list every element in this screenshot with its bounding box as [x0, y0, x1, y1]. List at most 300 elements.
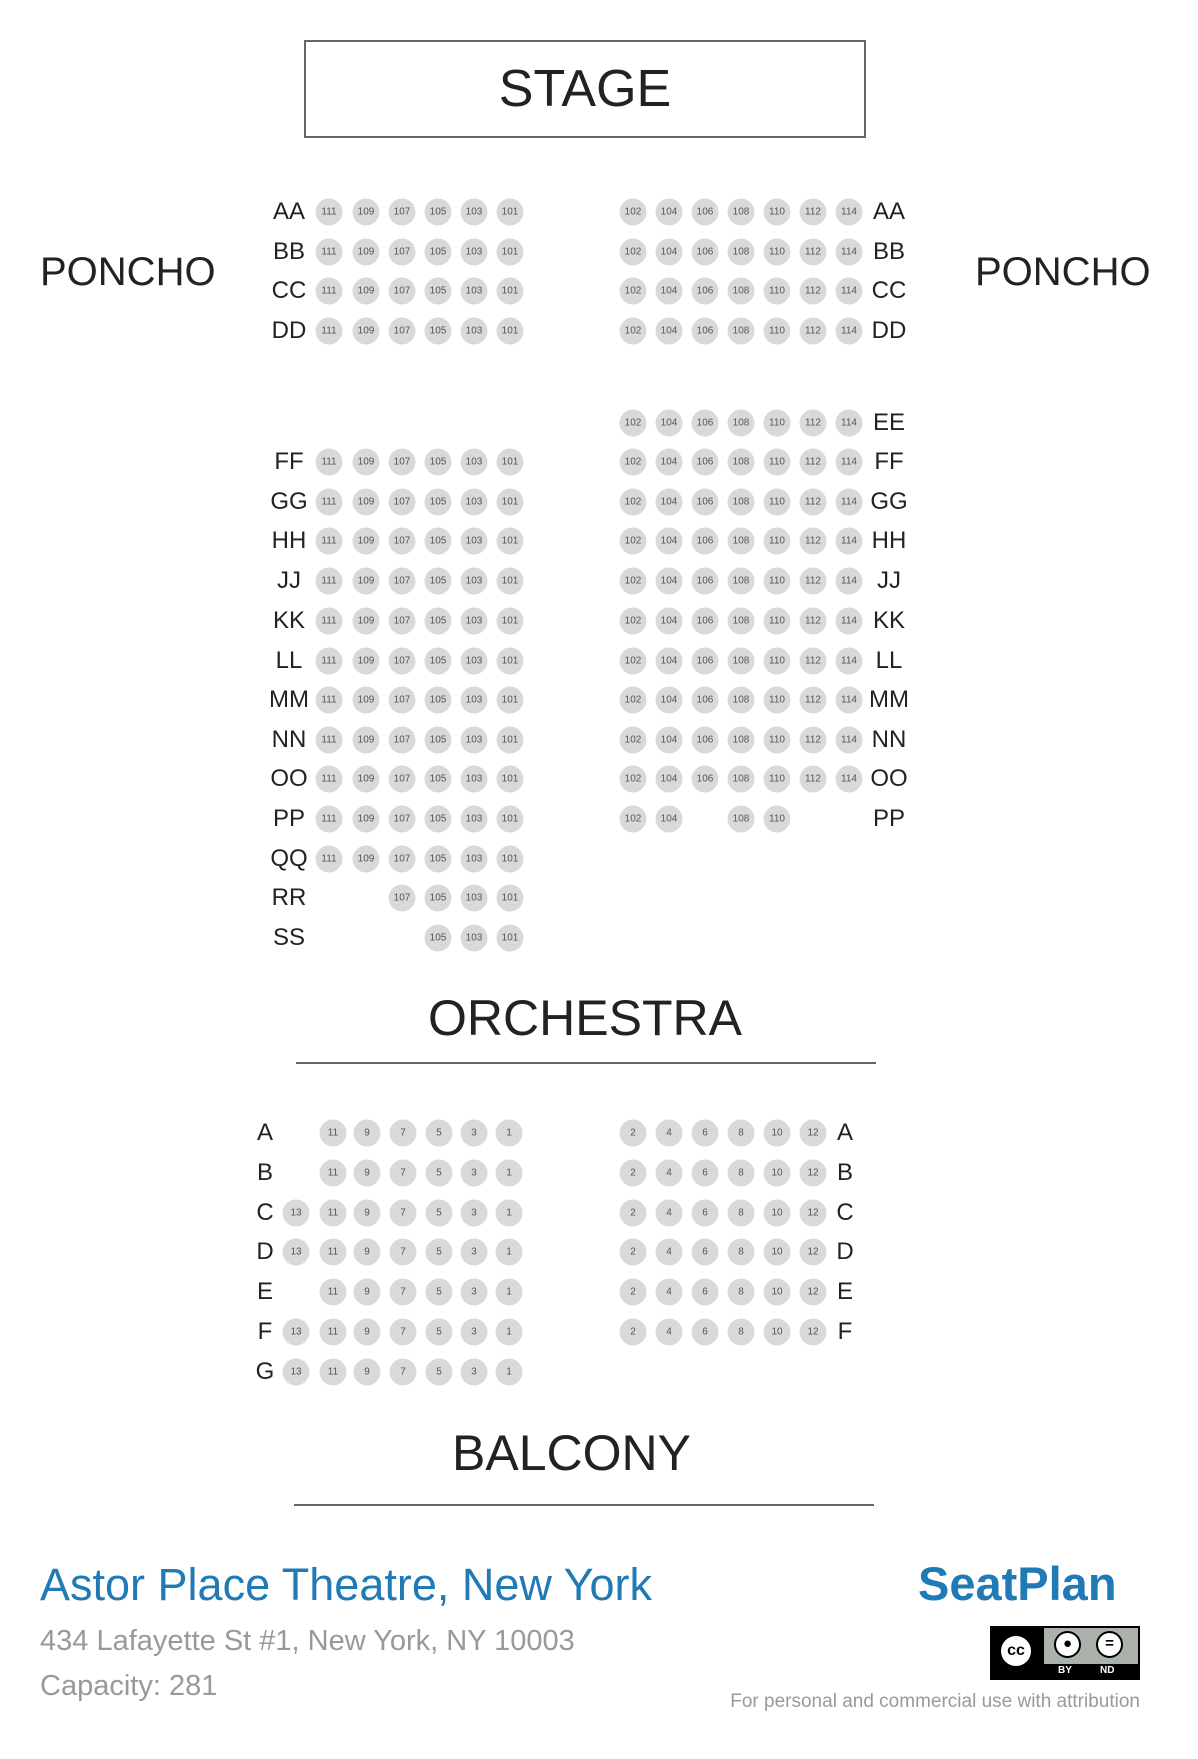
seat[interactable]: 112	[800, 687, 827, 714]
seat[interactable]: 105	[425, 608, 452, 635]
seat[interactable]: 1	[496, 1120, 523, 1147]
seat[interactable]: 12	[800, 1239, 827, 1266]
seat[interactable]: 108	[728, 318, 755, 345]
seat[interactable]: 111	[316, 568, 343, 595]
seat[interactable]: 106	[692, 608, 719, 635]
seat[interactable]: 105	[425, 885, 452, 912]
seat[interactable]: 4	[656, 1200, 683, 1227]
row-label-left: G	[255, 1358, 275, 1385]
seat[interactable]: 101	[497, 489, 524, 516]
seat[interactable]: 104	[656, 528, 683, 555]
seat[interactable]: 101	[497, 608, 524, 635]
seat[interactable]: 112	[800, 489, 827, 516]
seat[interactable]: 114	[836, 568, 863, 595]
seat[interactable]: 110	[764, 528, 791, 555]
seat[interactable]: 108	[728, 449, 755, 476]
seat[interactable]: 102	[620, 568, 647, 595]
seat[interactable]: 106	[692, 766, 719, 793]
seat[interactable]: 108	[728, 410, 755, 437]
seat[interactable]: 101	[497, 278, 524, 305]
seat[interactable]: 8	[728, 1279, 755, 1306]
seat[interactable]: 108	[728, 766, 755, 793]
seat[interactable]: 103	[461, 925, 488, 952]
seat[interactable]: 114	[836, 278, 863, 305]
seat[interactable]: 114	[836, 318, 863, 345]
seat[interactable]: 103	[461, 199, 488, 226]
seat[interactable]: 105	[425, 687, 452, 714]
seat[interactable]: 114	[836, 608, 863, 635]
venue-name: Astor Place Theatre, New York	[40, 1559, 652, 1610]
seat[interactable]: 103	[461, 846, 488, 873]
seat[interactable]: 114	[836, 239, 863, 266]
seat[interactable]: 10	[764, 1160, 791, 1187]
seat[interactable]: 102	[620, 318, 647, 345]
seat[interactable]: 3	[461, 1239, 488, 1266]
seat[interactable]: 3	[461, 1279, 488, 1306]
seat[interactable]: 114	[836, 449, 863, 476]
seat[interactable]: 102	[620, 410, 647, 437]
seat[interactable]: 111	[316, 318, 343, 345]
seat[interactable]: 110	[764, 608, 791, 635]
seat[interactable]: 7	[390, 1359, 417, 1386]
seat[interactable]: 109	[353, 528, 380, 555]
seat[interactable]: 102	[620, 199, 647, 226]
seat[interactable]: 111	[316, 528, 343, 555]
seat[interactable]: 109	[353, 318, 380, 345]
seat[interactable]: 105	[425, 648, 452, 675]
seat[interactable]: 105	[425, 846, 452, 873]
seat[interactable]: 103	[461, 528, 488, 555]
seat[interactable]: 112	[800, 449, 827, 476]
seat[interactable]: 7	[390, 1160, 417, 1187]
seat[interactable]: 104	[656, 766, 683, 793]
seat[interactable]: 6	[692, 1279, 719, 1306]
seat[interactable]: 107	[389, 766, 416, 793]
seat[interactable]: 109	[353, 806, 380, 833]
seat[interactable]: 102	[620, 489, 647, 516]
seat[interactable]: 105	[425, 318, 452, 345]
seat[interactable]: 1	[496, 1200, 523, 1227]
seat[interactable]: 106	[692, 648, 719, 675]
seat[interactable]: 3	[461, 1160, 488, 1187]
seat[interactable]: 111	[316, 239, 343, 266]
row-label-right: EE	[872, 409, 905, 436]
seat[interactable]: 111	[316, 449, 343, 476]
seat[interactable]: 105	[425, 278, 452, 305]
seat[interactable]: 104	[656, 489, 683, 516]
seat[interactable]: 101	[497, 885, 524, 912]
seat[interactable]: 6	[692, 1319, 719, 1346]
equals-icon: =	[1096, 1631, 1123, 1658]
seat[interactable]: 109	[353, 846, 380, 873]
seat[interactable]: 105	[425, 199, 452, 226]
seat[interactable]: 10	[764, 1319, 791, 1346]
seat[interactable]: 107	[389, 608, 416, 635]
seat[interactable]: 107	[389, 687, 416, 714]
seat[interactable]: 13	[283, 1319, 310, 1346]
seat[interactable]: 107	[389, 648, 416, 675]
seat[interactable]: 4	[656, 1120, 683, 1147]
row-label-left: SS	[272, 924, 305, 951]
seat[interactable]: 106	[692, 449, 719, 476]
seat[interactable]: 9	[354, 1279, 381, 1306]
seat[interactable]: 112	[800, 318, 827, 345]
seat[interactable]: 107	[389, 846, 416, 873]
seat[interactable]: 6	[692, 1200, 719, 1227]
seat[interactable]: 11	[320, 1200, 347, 1227]
row-label-right: DD	[871, 317, 907, 344]
seat[interactable]: 8	[728, 1239, 755, 1266]
row-label-left: DD	[271, 317, 307, 344]
seat[interactable]: 103	[461, 727, 488, 754]
person-icon: ●	[1054, 1631, 1081, 1658]
seat[interactable]: 102	[620, 528, 647, 555]
seat[interactable]: 103	[461, 766, 488, 793]
seat[interactable]: 110	[764, 318, 791, 345]
seat[interactable]: 13	[283, 1200, 310, 1227]
seat[interactable]: 7	[390, 1239, 417, 1266]
seat[interactable]: 101	[497, 727, 524, 754]
seat[interactable]: 102	[620, 687, 647, 714]
seat[interactable]: 110	[764, 410, 791, 437]
seat[interactable]: 1	[496, 1279, 523, 1306]
seat[interactable]: 101	[497, 925, 524, 952]
row-label-left: QQ	[270, 845, 308, 872]
seat[interactable]: 6	[692, 1160, 719, 1187]
seat[interactable]: 107	[389, 239, 416, 266]
seat[interactable]: 102	[620, 648, 647, 675]
seat[interactable]: 108	[728, 608, 755, 635]
seat[interactable]: 106	[692, 489, 719, 516]
seat[interactable]: 101	[497, 568, 524, 595]
seat[interactable]: 109	[353, 568, 380, 595]
seat[interactable]: 11	[320, 1319, 347, 1346]
seat[interactable]: 105	[425, 727, 452, 754]
seat[interactable]: 104	[656, 318, 683, 345]
seat[interactable]: 101	[497, 528, 524, 555]
seat[interactable]: 4	[656, 1319, 683, 1346]
seat[interactable]: 107	[389, 489, 416, 516]
seat[interactable]: 105	[425, 568, 452, 595]
seat[interactable]: 9	[354, 1359, 381, 1386]
seat[interactable]: 103	[461, 687, 488, 714]
seat[interactable]: 104	[656, 687, 683, 714]
seat[interactable]: 1	[496, 1239, 523, 1266]
row-label-right: F	[837, 1318, 853, 1345]
license-nd-label: ND	[1100, 1665, 1115, 1676]
seat[interactable]: 104	[656, 648, 683, 675]
seat[interactable]: 111	[316, 199, 343, 226]
seat[interactable]: 111	[316, 608, 343, 635]
seat[interactable]: 101	[497, 318, 524, 345]
stage-label: STAGE	[498, 60, 672, 118]
seat[interactable]: 103	[461, 806, 488, 833]
seat[interactable]: 108	[728, 648, 755, 675]
seat[interactable]: 3	[461, 1319, 488, 1346]
seat[interactable]: 2	[620, 1120, 647, 1147]
seat[interactable]: 108	[728, 568, 755, 595]
seat[interactable]: 107	[389, 449, 416, 476]
seat[interactable]: 101	[497, 239, 524, 266]
seat[interactable]: 11	[320, 1359, 347, 1386]
seat[interactable]: 111	[316, 648, 343, 675]
seat[interactable]: 101	[497, 806, 524, 833]
seat[interactable]: 103	[461, 239, 488, 266]
seat[interactable]: 114	[836, 410, 863, 437]
seat[interactable]: 12	[800, 1120, 827, 1147]
seat[interactable]: 103	[461, 449, 488, 476]
seat[interactable]: 102	[620, 239, 647, 266]
seat[interactable]: 6	[692, 1120, 719, 1147]
seat[interactable]: 8	[728, 1319, 755, 1346]
seat[interactable]: 108	[728, 727, 755, 754]
seat[interactable]: 108	[728, 199, 755, 226]
seat[interactable]: 110	[764, 239, 791, 266]
seat[interactable]: 12	[800, 1160, 827, 1187]
seat[interactable]: 3	[461, 1120, 488, 1147]
seat[interactable]: 105	[425, 528, 452, 555]
seat[interactable]: 107	[389, 727, 416, 754]
seat[interactable]: 101	[497, 687, 524, 714]
seat[interactable]: 109	[353, 489, 380, 516]
seat[interactable]: 7	[390, 1120, 417, 1147]
seat[interactable]: 108	[728, 528, 755, 555]
seat[interactable]: 106	[692, 687, 719, 714]
seat[interactable]: 107	[389, 568, 416, 595]
seat[interactable]: 106	[692, 727, 719, 754]
row-label-right: MM	[869, 686, 909, 713]
seat[interactable]: 5	[426, 1319, 453, 1346]
seat[interactable]: 107	[389, 885, 416, 912]
seat[interactable]: 105	[425, 766, 452, 793]
seat[interactable]: 104	[656, 727, 683, 754]
seat[interactable]: 12	[800, 1200, 827, 1227]
seat[interactable]: 109	[353, 687, 380, 714]
seat[interactable]: 103	[461, 885, 488, 912]
seat[interactable]: 111	[316, 806, 343, 833]
row-label-right: JJ	[877, 567, 901, 594]
seat[interactable]: 104	[656, 806, 683, 833]
seat[interactable]: 9	[354, 1160, 381, 1187]
seat[interactable]: 4	[656, 1160, 683, 1187]
seat[interactable]: 11	[320, 1279, 347, 1306]
seat[interactable]: 114	[836, 766, 863, 793]
seat[interactable]: 9	[354, 1120, 381, 1147]
seat[interactable]: 112	[800, 528, 827, 555]
seat[interactable]: 105	[425, 489, 452, 516]
seat[interactable]: 8	[728, 1160, 755, 1187]
seat[interactable]: 112	[800, 727, 827, 754]
seat[interactable]: 7	[390, 1319, 417, 1346]
seat[interactable]: 9	[354, 1200, 381, 1227]
seat[interactable]: 112	[800, 648, 827, 675]
seat[interactable]: 110	[764, 766, 791, 793]
seat[interactable]: 108	[728, 687, 755, 714]
seat[interactable]: 9	[354, 1239, 381, 1266]
seat[interactable]: 112	[800, 410, 827, 437]
seat[interactable]: 108	[728, 806, 755, 833]
seat[interactable]: 107	[389, 806, 416, 833]
seat[interactable]: 10	[764, 1239, 791, 1266]
seat[interactable]: 102	[620, 278, 647, 305]
seat[interactable]: 111	[316, 727, 343, 754]
seat[interactable]: 102	[620, 727, 647, 754]
seat[interactable]: 114	[836, 489, 863, 516]
seat[interactable]: 2	[620, 1239, 647, 1266]
seat[interactable]: 1	[496, 1160, 523, 1187]
seat[interactable]: 110	[764, 687, 791, 714]
seat[interactable]: 104	[656, 449, 683, 476]
seat[interactable]: 4	[656, 1239, 683, 1266]
seat[interactable]: 101	[497, 846, 524, 873]
seat[interactable]: 8	[728, 1120, 755, 1147]
seat[interactable]: 7	[390, 1200, 417, 1227]
seat[interactable]: 114	[836, 727, 863, 754]
seat[interactable]: 106	[692, 318, 719, 345]
seat[interactable]: 5	[426, 1359, 453, 1386]
seat[interactable]: 1	[496, 1319, 523, 1346]
seat[interactable]: 107	[389, 528, 416, 555]
seat[interactable]: 5	[426, 1160, 453, 1187]
seat[interactable]: 5	[426, 1120, 453, 1147]
seat[interactable]: 103	[461, 489, 488, 516]
seat[interactable]: 3	[461, 1359, 488, 1386]
seat[interactable]: 104	[656, 608, 683, 635]
seat[interactable]: 10	[764, 1279, 791, 1306]
seat[interactable]: 109	[353, 239, 380, 266]
seat[interactable]: 5	[426, 1200, 453, 1227]
seat[interactable]: 11	[320, 1160, 347, 1187]
seat[interactable]: 6	[692, 1239, 719, 1266]
seat[interactable]: 2	[620, 1279, 647, 1306]
seat[interactable]: 108	[728, 489, 755, 516]
seat[interactable]: 110	[764, 806, 791, 833]
seat[interactable]: 3	[461, 1200, 488, 1227]
seat[interactable]: 107	[389, 278, 416, 305]
seat[interactable]: 103	[461, 568, 488, 595]
seat[interactable]: 104	[656, 199, 683, 226]
seat[interactable]: 112	[800, 568, 827, 595]
seat[interactable]: 112	[800, 239, 827, 266]
seat[interactable]: 103	[461, 608, 488, 635]
seat[interactable]: 104	[656, 410, 683, 437]
seat[interactable]: 2	[620, 1319, 647, 1346]
seat[interactable]: 104	[656, 278, 683, 305]
row-label-left: MM	[269, 686, 309, 713]
seat[interactable]: 12	[800, 1319, 827, 1346]
seat[interactable]: 10	[764, 1120, 791, 1147]
seat[interactable]: 7	[390, 1279, 417, 1306]
seat[interactable]: 11	[320, 1239, 347, 1266]
seat[interactable]: 102	[620, 766, 647, 793]
seat[interactable]: 110	[764, 648, 791, 675]
seat[interactable]: 109	[353, 199, 380, 226]
seat[interactable]: 5	[426, 1279, 453, 1306]
seat[interactable]: 110	[764, 449, 791, 476]
seat[interactable]: 110	[764, 568, 791, 595]
seat[interactable]: 110	[764, 727, 791, 754]
seat[interactable]: 108	[728, 278, 755, 305]
seat[interactable]: 109	[353, 449, 380, 476]
seat[interactable]: 1	[496, 1359, 523, 1386]
seat[interactable]: 112	[800, 199, 827, 226]
seat[interactable]: 114	[836, 687, 863, 714]
seat[interactable]: 112	[800, 278, 827, 305]
seat[interactable]: 102	[620, 806, 647, 833]
seat[interactable]: 103	[461, 318, 488, 345]
seat[interactable]: 104	[656, 568, 683, 595]
seat[interactable]: 10	[764, 1200, 791, 1227]
seat[interactable]: 101	[497, 199, 524, 226]
seat[interactable]: 111	[316, 278, 343, 305]
seat[interactable]: 109	[353, 608, 380, 635]
seat[interactable]: 114	[836, 648, 863, 675]
seat[interactable]: 4	[656, 1279, 683, 1306]
seat[interactable]: 110	[764, 278, 791, 305]
cc-badge	[992, 1628, 1044, 1678]
seat[interactable]: 105	[425, 925, 452, 952]
seat[interactable]: 114	[836, 199, 863, 226]
seat[interactable]: 114	[836, 528, 863, 555]
seat[interactable]: 105	[425, 449, 452, 476]
seat[interactable]: 106	[692, 199, 719, 226]
seat[interactable]: 13	[283, 1359, 310, 1386]
seat[interactable]: 110	[764, 199, 791, 226]
seat[interactable]: 103	[461, 278, 488, 305]
seat[interactable]: 13	[283, 1239, 310, 1266]
seat[interactable]: 2	[620, 1160, 647, 1187]
seat[interactable]: 111	[316, 687, 343, 714]
seat[interactable]: 112	[800, 766, 827, 793]
row-label-right: D	[836, 1238, 854, 1265]
seat[interactable]: 109	[353, 648, 380, 675]
seat[interactable]: 111	[316, 489, 343, 516]
seat[interactable]: 101	[497, 766, 524, 793]
seat[interactable]: 107	[389, 199, 416, 226]
seat[interactable]: 109	[353, 766, 380, 793]
seat[interactable]: 2	[620, 1200, 647, 1227]
seat[interactable]: 104	[656, 239, 683, 266]
seat[interactable]: 111	[316, 846, 343, 873]
seat[interactable]: 105	[425, 806, 452, 833]
seat[interactable]: 11	[320, 1120, 347, 1147]
seat[interactable]: 107	[389, 318, 416, 345]
seat[interactable]: 110	[764, 489, 791, 516]
seat[interactable]: 102	[620, 608, 647, 635]
seat[interactable]: 103	[461, 648, 488, 675]
seat[interactable]: 109	[353, 727, 380, 754]
seat[interactable]: 101	[497, 648, 524, 675]
seat[interactable]: 106	[692, 278, 719, 305]
row-label-left: PP	[272, 805, 305, 832]
seat[interactable]: 108	[728, 239, 755, 266]
seat[interactable]: 109	[353, 278, 380, 305]
seat[interactable]: 106	[692, 528, 719, 555]
seat[interactable]: 111	[316, 766, 343, 793]
seat[interactable]: 106	[692, 568, 719, 595]
seat[interactable]: 5	[426, 1239, 453, 1266]
seat[interactable]: 9	[354, 1319, 381, 1346]
seat[interactable]: 102	[620, 449, 647, 476]
seat[interactable]: 12	[800, 1279, 827, 1306]
seat[interactable]: 8	[728, 1200, 755, 1227]
seat[interactable]: 106	[692, 410, 719, 437]
seat[interactable]: 101	[497, 449, 524, 476]
seat[interactable]: 106	[692, 239, 719, 266]
seat[interactable]: 112	[800, 608, 827, 635]
row-label-left: HH	[271, 527, 307, 554]
seat[interactable]: 105	[425, 239, 452, 266]
